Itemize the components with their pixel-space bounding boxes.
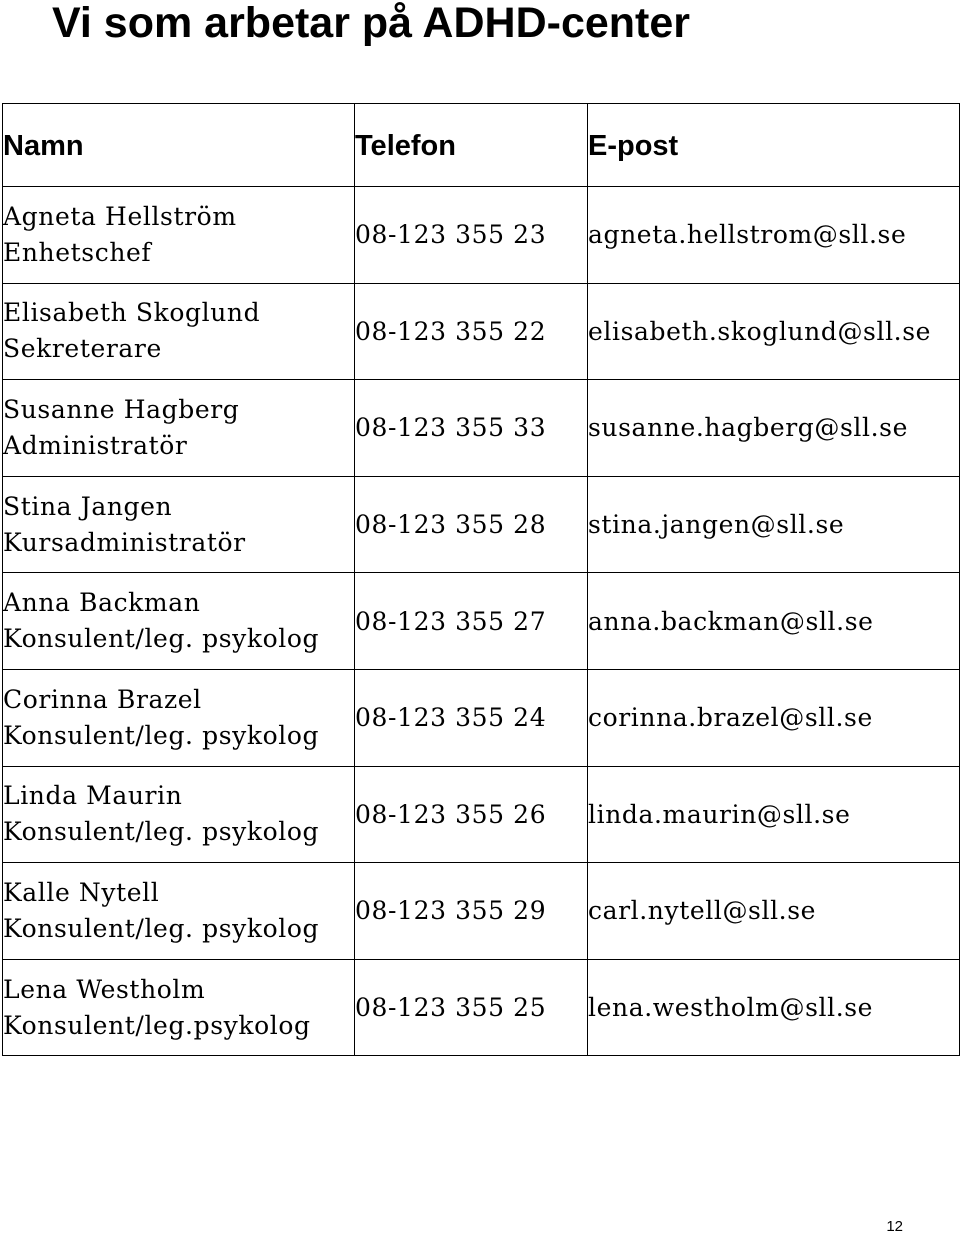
person-role: Enhetschef <box>3 237 152 267</box>
table-row <box>3 187 960 284</box>
phone-cell: 08-123 355 33 <box>355 380 588 477</box>
email-cell: agneta.hellstrom@sll.se <box>588 187 960 284</box>
header-email: E-post <box>588 104 960 187</box>
name-cell <box>3 380 355 477</box>
name-cell <box>3 476 355 573</box>
table-header-row <box>3 104 960 187</box>
email-cell: lena.westholm@sll.se <box>588 959 960 1056</box>
person-role: Konsulent/leg. psykolog <box>3 624 320 654</box>
person-role: Konsulent/leg. psykolog <box>3 817 320 847</box>
email-cell: stina.jangen@sll.se <box>588 476 960 573</box>
phone-cell: 08-123 355 24 <box>355 669 588 766</box>
person-role: Konsulent/leg.psykolog <box>3 1010 311 1040</box>
staff-table-body <box>3 187 960 1056</box>
email-cell: elisabeth.skoglund@sll.se <box>588 283 960 380</box>
person-role: Sekreterare <box>3 334 162 364</box>
phone-cell: 08-123 355 22 <box>355 283 588 380</box>
name-cell <box>3 187 355 284</box>
person-role: Konsulent/leg. psykolog <box>3 913 320 943</box>
name-cell <box>3 959 355 1056</box>
page-number: 12 <box>886 1218 903 1235</box>
email-cell: corinna.brazel@sll.se <box>588 669 960 766</box>
table-row <box>3 476 960 573</box>
table-row <box>3 766 960 863</box>
phone-cell: 08-123 355 29 <box>355 863 588 960</box>
person-name: Stina Jangen <box>3 491 173 521</box>
phone-cell: 08-123 355 26 <box>355 766 588 863</box>
header-name: Namn <box>3 104 355 187</box>
person-name: Corinna Brazel <box>3 684 202 714</box>
table-row <box>3 863 960 960</box>
phone-cell: 08-123 355 28 <box>355 476 588 573</box>
person-name: Lena Westholm <box>3 974 206 1004</box>
person-name: Anna Backman <box>3 588 201 618</box>
phone-cell: 08-123 355 25 <box>355 959 588 1056</box>
person-name: Agneta Hellström <box>3 201 237 231</box>
header-phone: Telefon <box>355 104 588 187</box>
person-name: Susanne Hagberg <box>3 394 240 424</box>
table-row <box>3 959 960 1056</box>
person-role: Kursadministratör <box>3 527 246 557</box>
table-row <box>3 573 960 670</box>
person-role: Konsulent/leg. psykolog <box>3 720 320 750</box>
name-cell <box>3 283 355 380</box>
person-role: Administratör <box>3 430 188 460</box>
person-name: Kalle Nytell <box>3 877 160 907</box>
staff-table <box>2 103 960 1056</box>
phone-cell: 08-123 355 27 <box>355 573 588 670</box>
email-cell: carl.nytell@sll.se <box>588 863 960 960</box>
page-title: Vi som arbetar på ADHD-center <box>52 0 691 47</box>
person-name: Linda Maurin <box>3 781 183 811</box>
table-row <box>3 283 960 380</box>
name-cell <box>3 669 355 766</box>
phone-cell: 08-123 355 23 <box>355 187 588 284</box>
name-cell <box>3 573 355 670</box>
table-row <box>3 380 960 477</box>
name-cell <box>3 766 355 863</box>
table-row <box>3 669 960 766</box>
email-cell: susanne.hagberg@sll.se <box>588 380 960 477</box>
person-name: Elisabeth Skoglund <box>3 298 261 328</box>
email-cell: anna.backman@sll.se <box>588 573 960 670</box>
email-cell: linda.maurin@sll.se <box>588 766 960 863</box>
name-cell <box>3 863 355 960</box>
